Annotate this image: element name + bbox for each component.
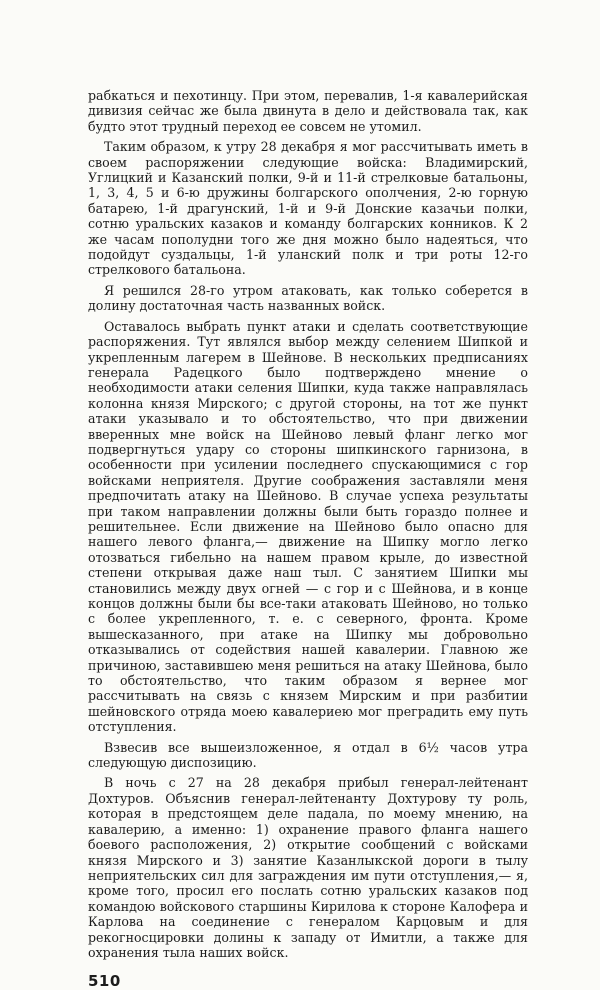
paragraph-4: Оставалось выбрать пункт атаки и сделать соответствующие распоряжения. Тут являлся выбор между селением Шипкой и укрепленным лагерем в Шейнове. В нескольких предписаниях генерала Радецкого было подтверждено мнение о необходимости атаки селения Шипки, куда также направлялась колонна князя Мирского; с другой стороны, на тот же пункт атаки указывало и то обстоятельство, что при движении вверенных мне войск на Шейново левый фланг легко мог подвергнуться удару со стороны шипкинского гарнизона, в особенности при усилении последнего спускающимися с гор войсками неприятеля. Другие соображения заставляли меня предпочитать атаку на Шейново. В случае успеха результаты при таком направлении должны были быть гораздо полнее и решительнее. Если движение на Шейново было опасно для нашего левого фланга,— движение на Шипку могло легко отозваться гибельно на нашем правом крыле, до известной степени открывая даже наш тыл. С занятием Шипки мы становились между двух огней — с гор и с Шейнова, и в конце концов должны были бы все-таки атаковать Шейново, но только с более укрепленного, т. е. с северного, фронта. Кроме вышесказанного, при атаке на Шипку мы добровольно отказывались от содействия нашей кавалерии. Главною же причиною, заставившею меня решиться на атаку Шейнова, было то обстоятельство, что таким образом я вернее мог рассчитывать на связь с князем Мирским и при разбитии шейновского отряда моею кавалериею мог преградить ему путь отступления. [88, 318, 528, 735]
paragraph-3: Я решился 28-го утром атаковать, как только соберется в долину достаточная часть названных войск. [88, 282, 528, 314]
document-page [88, 88, 528, 990]
page-number: 510 [88, 972, 121, 990]
paragraph-1: рабкаться и пехотинцу. При этом, перевалив, 1-я кавалерийская дивизия сейчас же была двинута в дело и действовала так, как будто этот трудный переход ее совсем не утомил. [88, 88, 528, 134]
paragraph-5: Взвесив все вышеизложенное, я отдал в 6½ часов утра следующую диспозицию. [88, 739, 528, 771]
paragraph-6: В ночь с 27 на 28 декабря прибыл генерал-лейтенант Дохтуров. Объяснив генерал-лейтенанту Дохтурову ту роль, которая в предстоящем деле падала, по моему мнению, на кавалерию, а именно: 1) охранение правого фланга нашего боевого расположения, 2) открытие сообщений с войсками князя Мирского и 3) занятие Казанлыкской дороги в тылу неприятельских сил для заграждения им пути отступления,— я, кроме того, просил его послать сотню уральских казаков под командою войскового старшины Кирилова к стороне Калофера и Карлова на соединение с генералом Карцовым и для рекогносцировки долины к западу от Имитли, а также для охранения тыла наших войск. [88, 775, 528, 960]
paragraph-2: Таким образом, к утру 28 декабря я мог рассчитывать иметь в своем распоряжении следующие войска: Владимирский, Углицкий и Казанский полки, 9-й и 11-й стрелковые батальоны, 1, 3, 4, 5 и 6-ю дружины болгарского ополчения, 2-ю горную батарею, 1-й драгунский, 1-й и 9-й Донские казачьи полки, сотню уральских казаков и команду болгарских конников. К 2 же часам пополудни того же дня можно было надеяться, что подойдут суздальцы, 1-й уланский полк и три роты 12-го стрелкового батальона. [88, 139, 528, 278]
